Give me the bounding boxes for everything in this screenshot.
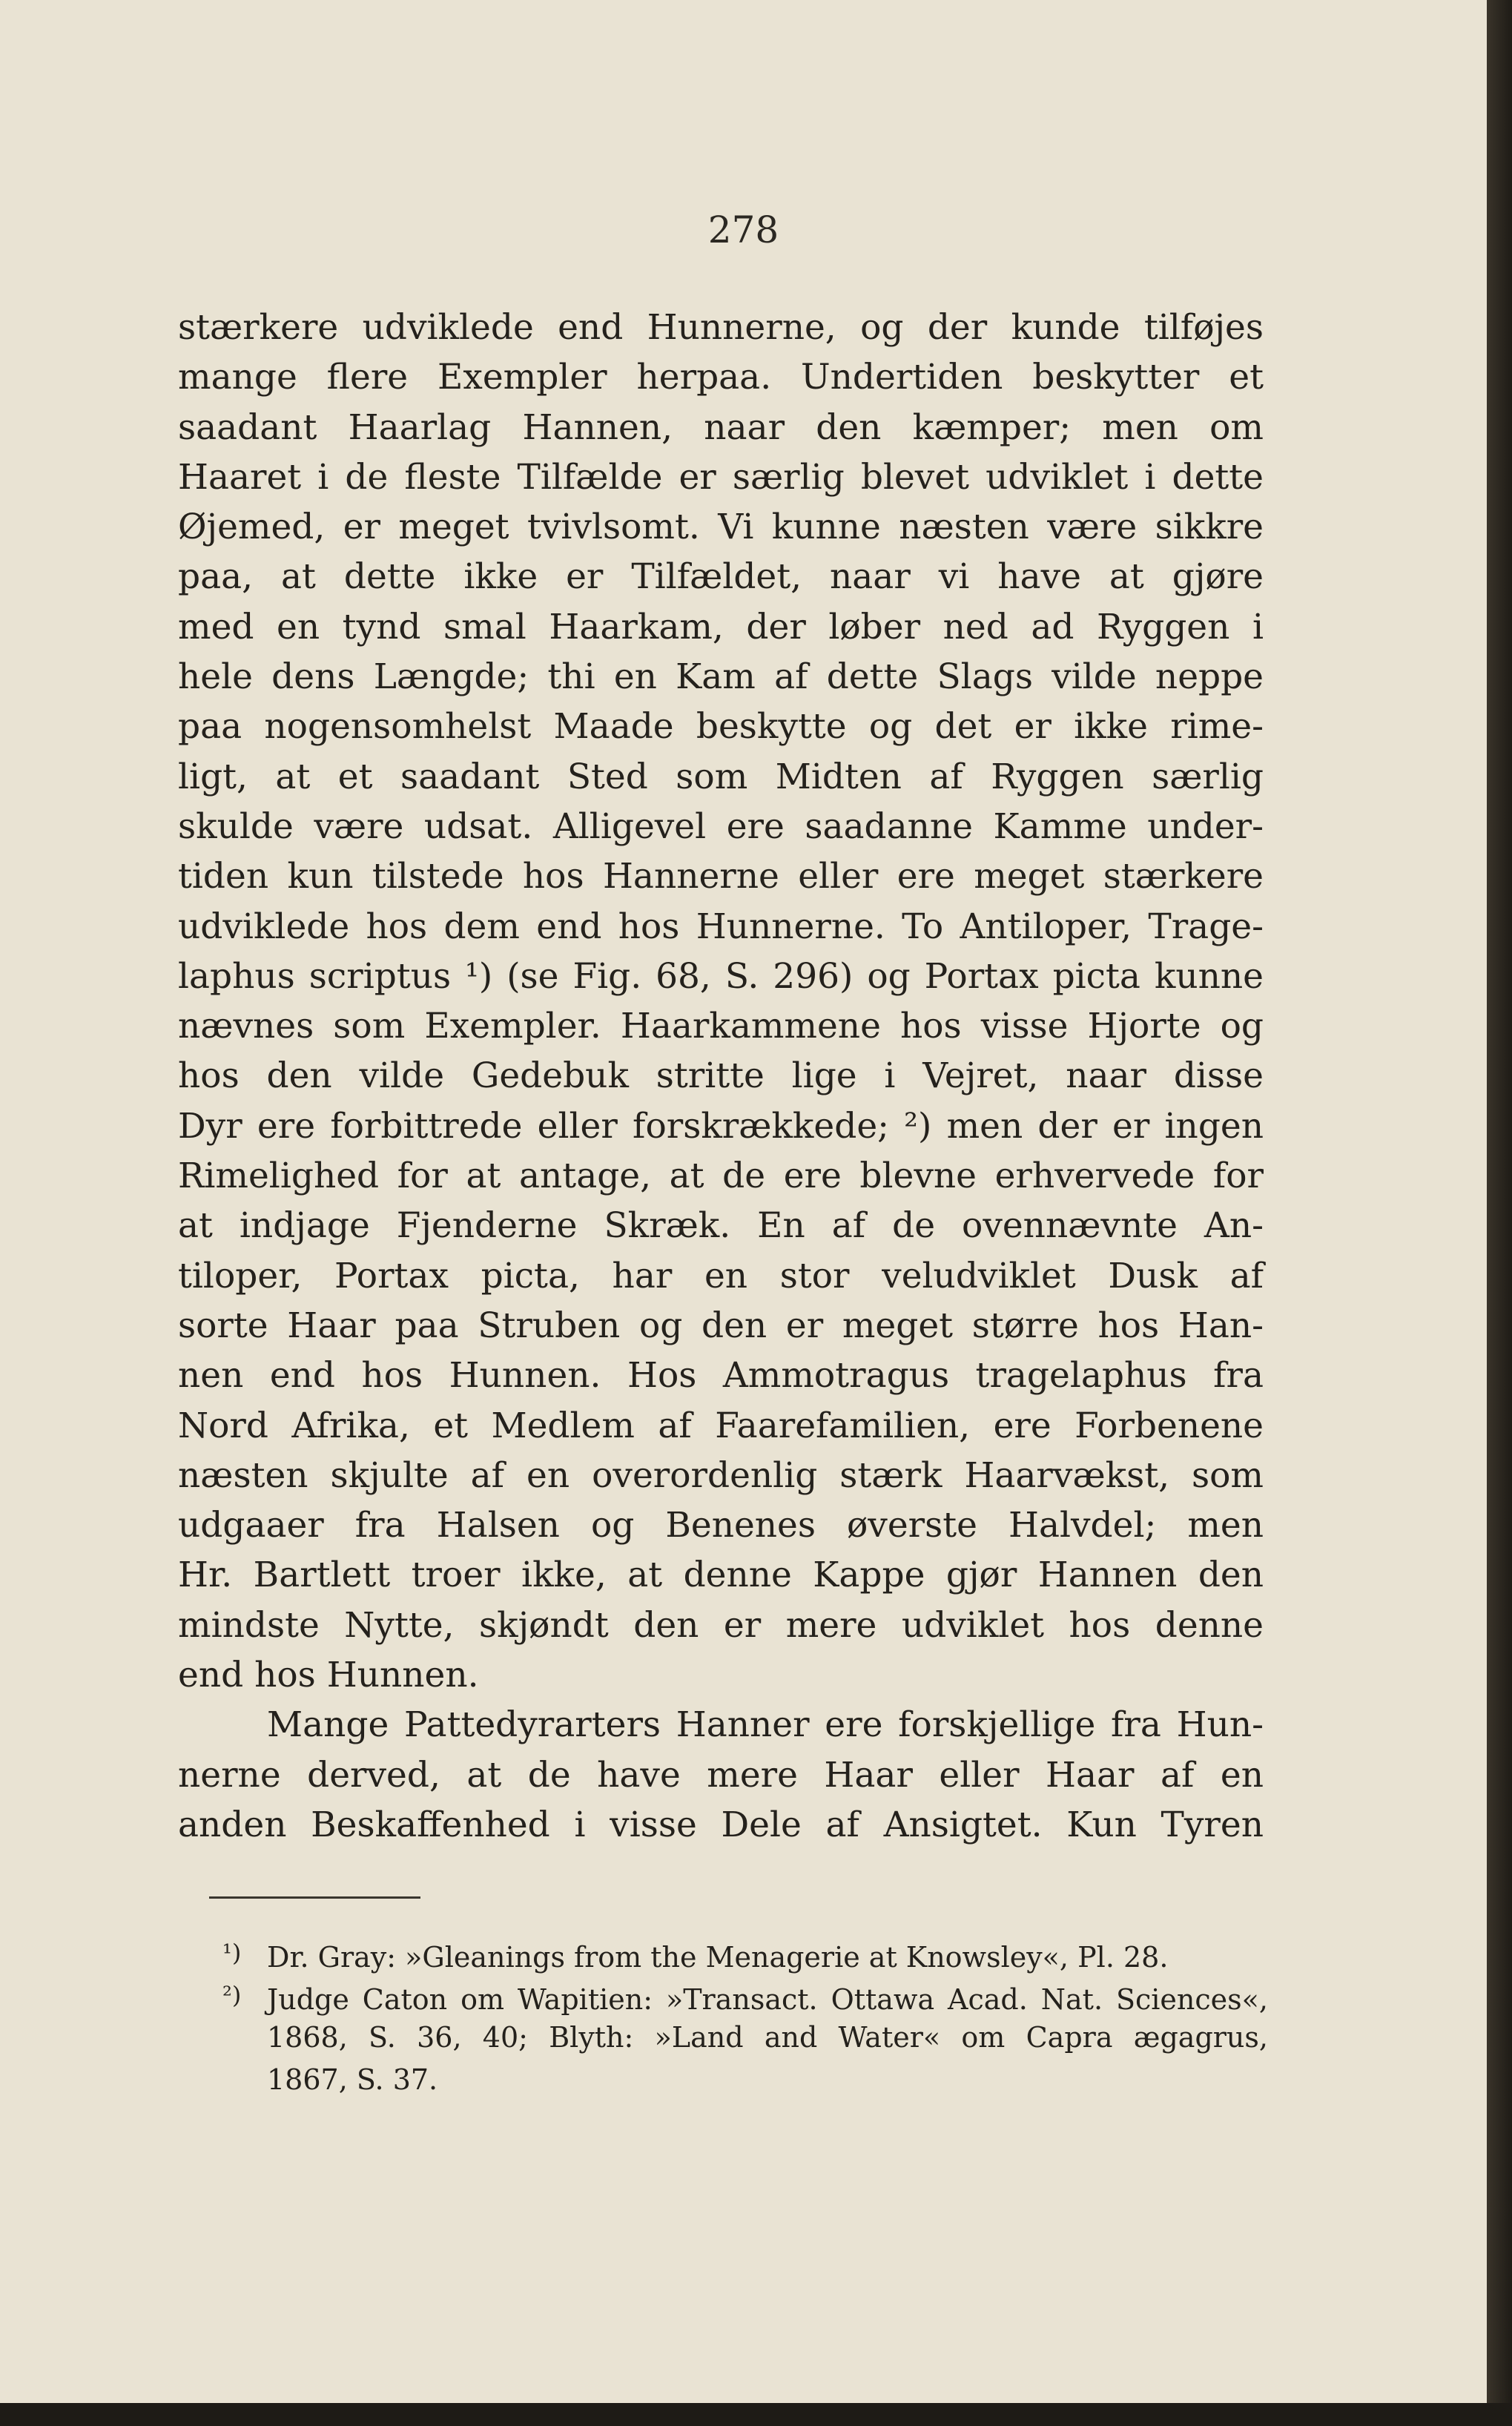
text-line: Dyr ere forbittrede eller forskrækkede; ²) men der er ingen [178, 1105, 1264, 1147]
text-line: hos den vilde Gedebuk stritte lige i Vejret, naar disse [178, 1055, 1264, 1097]
text-line: tiloper, Portax picta, har en stor veludviklet Dusk af [178, 1255, 1264, 1296]
footnote-text: Dr. Gray: »Gleanings from the Menagerie at Knowsley«, Pl. 28. [267, 1941, 1169, 1974]
page-edge-shadow [1487, 0, 1512, 2426]
text-line: mindste Nytte, skjøndt den er mere udviklet hos denne [178, 1604, 1264, 1646]
text-line: Øjemed, er meget tvivlsomt. Vi kunne næsten være sikkre [178, 507, 1264, 548]
text-line: med en tynd smal Haarkam, der løber ned ad Ryggen i [178, 606, 1264, 647]
text-line: Nord Afrika, et Medlem af Faarefamilien, ere Forbenene [178, 1405, 1264, 1446]
footnote-2 [222, 1974, 1268, 2017]
text-line: ligt, at et saadant Sted som Midten af Ryggen særlig [178, 756, 1264, 797]
footnote-2-continued: 1868, S. 36, 40; Blyth: »Land and Water« om Capra ægagrus, [267, 2021, 1268, 2054]
text-line: sorte Haar paa Struben og den er meget større hos Han- [178, 1305, 1264, 1346]
text-line: hele dens Længde; thi en Kam af dette Slags vilde neppe [178, 656, 1264, 698]
footnote-marker: ¹) [222, 1939, 242, 1967]
footnote-divider [209, 1896, 420, 1899]
body-text [178, 303, 1264, 1850]
text-line: stærkere udviklede end Hunnerne, og der kunde tilføjes [178, 307, 1264, 348]
page-bottom-shadow [0, 2403, 1512, 2426]
text-line: at indjage Fjenderne Skræk. En af de ovennævnte An- [178, 1205, 1264, 1247]
text-line: anden Beskaffenhed i visse Dele af Ansigtet. Kun Tyren [178, 1804, 1264, 1845]
text-line: Rimelighed for at antage, at de ere blevne erhvervede for [178, 1156, 1264, 1197]
paragraph-start-line: Mange Pattedyrarters Hanner ere forskjellige fra Hun- [267, 1704, 1264, 1746]
text-line: nen end hos Hunnen. Hos Ammotragus tragelaphus fra [178, 1355, 1264, 1397]
text-line: tiden kun tilstede hos Hannerne eller ere meget stærkere [178, 856, 1264, 897]
footnotes [222, 1932, 1268, 2101]
text-line: paa, at dette ikke er Tilfældet, naar vi have at gjøre [178, 556, 1264, 598]
text-line: nævnes som Exempler. Haarkammene hos visse Hjorte og [178, 1006, 1264, 1047]
page-number: 278 [707, 208, 779, 251]
footnote-1 [222, 1932, 1268, 1974]
text-line: udgaaer fra Halsen og Benenes øverste Halvdel; men [178, 1505, 1264, 1546]
text-line: saadant Haarlag Hannen, naar den kæmper; men om [178, 406, 1264, 448]
text-line: skulde være udsat. Alligevel ere saadanne Kamme under- [178, 805, 1264, 847]
paragraph-end-line: end hos Hunnen. [178, 1655, 479, 1696]
footnote-2-continued: 1867, S. 37. [267, 2063, 438, 2096]
text-line: paa nogensomhelst Maade beskytte og det er ikke rime- [178, 706, 1264, 748]
text-line: nerne derved, at de have mere Haar eller Haar af en [178, 1754, 1264, 1796]
text-line: Hr. Bartlett troer ikke, at denne Kappe gjør Hannen den [178, 1555, 1264, 1596]
footnote-text: Judge Caton om Wapitien: »Transact. Ottawa Acad. Nat. Sciences«, [267, 1983, 1268, 2016]
text-line: næsten skjulte af en overordenlig stærk Haarvækst, som [178, 1454, 1264, 1496]
text-line: laphus scriptus ¹) (se Fig. 68, S. 296) og Portax picta kunne [178, 955, 1264, 997]
text-line: mange flere Exempler herpaa. Undertiden beskytter et [178, 357, 1264, 398]
text-line: Haaret i de fleste Tilfælde er særlig blevet udviklet i dette [178, 456, 1264, 498]
text-line: udviklede hos dem end hos Hunnerne. To Antiloper, Trage- [178, 906, 1264, 947]
footnote-marker: ²) [222, 1981, 242, 2009]
